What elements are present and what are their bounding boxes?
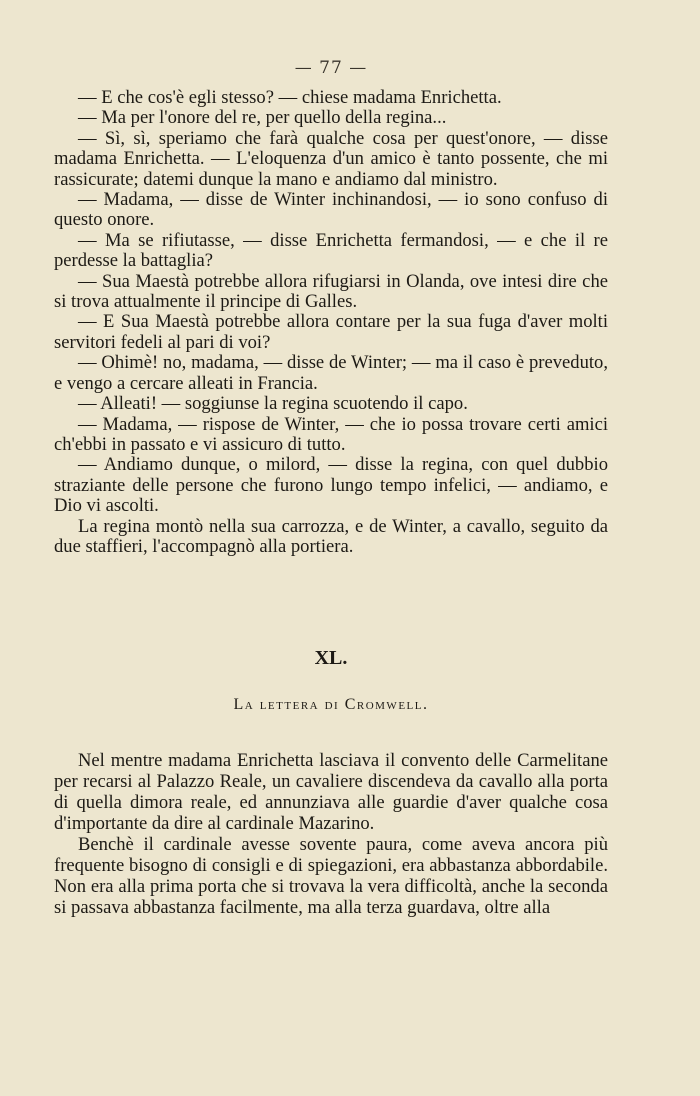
dialogue-paragraph: — Alleati! — soggiunse la regina scuotendo il capo.: [78, 393, 468, 415]
chapter-number: XL.: [314, 647, 348, 670]
body-paragraph: Benchè il cardinale avesse sovente paura, come aveva ancora più frequente bisogno di consigli e di spiegazioni, era abbastanza abbordabile. Non era alla prima porta che si trovava la vera difficoltà, anche la seconda si passava abbastanza facilmente, ma alla terza guardava, oltre alla: [54, 834, 608, 919]
dialogue-paragraph: — Ohimè! no, madama, — disse de Winter; — ma il caso è preveduto, e vengo a cercare alleati in Francia.: [54, 352, 608, 394]
dialogue-paragraph: — Madama, — disse de Winter inchinandosi, — io sono confuso di questo onore.: [54, 189, 608, 231]
dialogue-paragraph: — Madama, — rispose de Winter, — che io possa trovare certi amici ch'ebbi in passato e vi assicuro di tutto.: [54, 413, 608, 455]
dialogue-paragraph: — Sua Maestà potrebbe allora rifugiarsi in Olanda, ove intesi dire che si trova attualmente il principe di Galles.: [54, 270, 608, 313]
dialogue-paragraph: — Andiamo dunque, o milord, — disse la regina, con quel dubbio straziante delle persone che furono lungo tempo infelici, — andiamo, e Dio vi ascolti.: [54, 454, 608, 517]
dialogue-paragraph: — Sì, sì, speriamo che farà qualche cosa per quest'onore, — disse madama Enrichetta. — L'eloquenza d'un amico è tanto possente, che mi rassicurate; datemi dunque la mano e andiamo dal ministro.: [54, 127, 608, 190]
body-paragraph: Nel mentre madama Enrichetta lasciava il convento delle Carmelitane per recarsi al Palazzo Reale, un cavaliere discendeva da cavallo alla porta di quella dimora reale, ed annunziava alle guardie d'aver qualche cosa d'importante da dire al cardinale Mazarino.: [54, 750, 608, 835]
dialogue-paragraph: — E Sua Maestà potrebbe allora contare per la sua fuga d'aver molti servitori fedeli al pari di voi?: [54, 311, 608, 353]
page-number: — 77 —: [294, 58, 368, 78]
chapter-title: La lettera di Cromwell.: [233, 696, 429, 714]
dialogue-block: [54, 88, 608, 557]
chapter-body: [54, 750, 608, 918]
dialogue-paragraph: — Ma per l'onore del re, per quello della regina...: [78, 107, 447, 129]
dialogue-paragraph: — E che cos'è egli stesso? — chiese madama Enrichetta.: [78, 87, 502, 108]
dialogue-paragraph: — Ma se rifiutasse, — disse Enrichetta fermandosi, — e che il re perdesse la battaglia?: [54, 229, 608, 272]
narrative-paragraph: La regina montò nella sua carrozza, e de Winter, a cavallo, seguito da due staffieri, l'accompagnò alla portiera.: [54, 515, 608, 557]
